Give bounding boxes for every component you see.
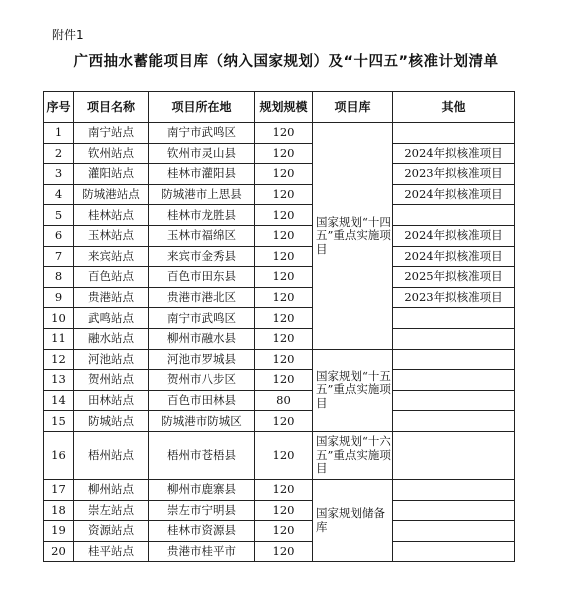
table-row: [44, 390, 515, 411]
cell-no: 19: [44, 521, 74, 542]
header-library: 项目库: [313, 92, 393, 123]
cell-no: 1: [44, 123, 74, 144]
cell-no: 17: [44, 479, 74, 500]
cell-project-name: 融水站点: [74, 328, 149, 349]
cell-other: [393, 500, 515, 521]
cell-other: [393, 370, 515, 391]
cell-no: 20: [44, 541, 74, 562]
cell-project-name: 田林站点: [74, 390, 149, 411]
table-row: [44, 370, 515, 391]
cell-scale: 120: [255, 431, 313, 479]
table-row: [44, 308, 515, 329]
cell-location: 贺州市八步区: [149, 370, 255, 391]
header-scale: 规划规模: [255, 92, 313, 123]
cell-other: 2024年拟核准项目: [393, 184, 515, 205]
header-name: 项目名称: [74, 92, 149, 123]
table-row: [44, 184, 515, 205]
cell-other: [393, 123, 515, 144]
table-row: [44, 328, 515, 349]
cell-library: 国家规划“十五五”重点实施项目: [313, 349, 393, 431]
cell-location: 南宁市武鸣区: [149, 308, 255, 329]
table-row: [44, 349, 515, 370]
table-row: [44, 521, 515, 542]
cell-no: 5: [44, 205, 74, 226]
cell-project-name: 钦州站点: [74, 143, 149, 164]
cell-library: 国家规划“十四五”重点实施项目: [313, 123, 393, 350]
cell-other: [393, 205, 515, 226]
cell-scale: 120: [255, 267, 313, 288]
cell-location: 来宾市金秀县: [149, 246, 255, 267]
cell-other: [393, 308, 515, 329]
cell-scale: 120: [255, 521, 313, 542]
cell-other: [393, 479, 515, 500]
cell-project-name: 桂林站点: [74, 205, 149, 226]
cell-other: [393, 411, 515, 432]
cell-other: [393, 431, 515, 479]
table-row: [44, 411, 515, 432]
attachment-label: 附件1: [52, 28, 84, 42]
table-row: [44, 225, 515, 246]
cell-location: 贵港市港北区: [149, 287, 255, 308]
cell-scale: 120: [255, 205, 313, 226]
cell-project-name: 资源站点: [74, 521, 149, 542]
table-row: [44, 246, 515, 267]
cell-no: 7: [44, 246, 74, 267]
cell-scale: 120: [255, 184, 313, 205]
cell-other: 2023年拟核准项目: [393, 164, 515, 185]
cell-scale: 120: [255, 123, 313, 144]
cell-other: 2025年拟核准项目: [393, 267, 515, 288]
header-no: 序号: [44, 92, 74, 123]
table-row: [44, 541, 515, 562]
cell-project-name: 百色站点: [74, 267, 149, 288]
cell-location: 防城港市上思县: [149, 184, 255, 205]
cell-scale: 120: [255, 500, 313, 521]
header-other: 其他: [393, 92, 515, 123]
cell-other: 2024年拟核准项目: [393, 246, 515, 267]
header-location: 项目所在地: [149, 92, 255, 123]
cell-scale: 120: [255, 308, 313, 329]
cell-no: 8: [44, 267, 74, 288]
cell-location: 崇左市宁明县: [149, 500, 255, 521]
table-row: [44, 267, 515, 288]
cell-project-name: 玉林站点: [74, 225, 149, 246]
table-row: [44, 287, 515, 308]
cell-no: 13: [44, 370, 74, 391]
table-header-row: [44, 92, 515, 123]
cell-location: 梧州市苍梧县: [149, 431, 255, 479]
cell-scale: 120: [255, 349, 313, 370]
cell-other: [393, 390, 515, 411]
cell-scale: 120: [255, 370, 313, 391]
cell-project-name: 梧州站点: [74, 431, 149, 479]
cell-scale: 120: [255, 479, 313, 500]
cell-location: 百色市田林县: [149, 390, 255, 411]
cell-project-name: 防城港站点: [74, 184, 149, 205]
cell-project-name: 南宁站点: [74, 123, 149, 144]
cell-scale: 120: [255, 246, 313, 267]
cell-location: 南宁市武鸣区: [149, 123, 255, 144]
cell-other: [393, 349, 515, 370]
cell-project-name: 柳州站点: [74, 479, 149, 500]
cell-project-name: 灌阳站点: [74, 164, 149, 185]
cell-project-name: 贺州站点: [74, 370, 149, 391]
cell-no: 16: [44, 431, 74, 479]
cell-no: 12: [44, 349, 74, 370]
cell-other: [393, 541, 515, 562]
cell-scale: 120: [255, 541, 313, 562]
cell-no: 10: [44, 308, 74, 329]
cell-project-name: 武鸣站点: [74, 308, 149, 329]
cell-scale: 120: [255, 164, 313, 185]
cell-location: 柳州市鹿寨县: [149, 479, 255, 500]
cell-other: 2023年拟核准项目: [393, 287, 515, 308]
cell-location: 防城港市防城区: [149, 411, 255, 432]
cell-scale: 120: [255, 328, 313, 349]
cell-no: 3: [44, 164, 74, 185]
cell-location: 百色市田东县: [149, 267, 255, 288]
cell-no: 4: [44, 184, 74, 205]
cell-scale: 120: [255, 411, 313, 432]
cell-location: 钦州市灵山县: [149, 143, 255, 164]
cell-no: 18: [44, 500, 74, 521]
cell-project-name: 河池站点: [74, 349, 149, 370]
cell-location: 河池市罗城县: [149, 349, 255, 370]
cell-location: 玉林市福绵区: [149, 225, 255, 246]
cell-no: 14: [44, 390, 74, 411]
table-row: [44, 500, 515, 521]
cell-no: 2: [44, 143, 74, 164]
table-row: [44, 479, 515, 500]
cell-library: 国家规划“十六五”重点实施项目: [313, 431, 393, 479]
cell-project-name: 来宾站点: [74, 246, 149, 267]
table-row: [44, 143, 515, 164]
cell-scale: 120: [255, 143, 313, 164]
table-row: [44, 164, 515, 185]
cell-library: 国家规划储备库: [313, 479, 393, 561]
cell-location: 桂林市龙胜县: [149, 205, 255, 226]
project-table: [43, 91, 515, 562]
cell-project-name: 贵港站点: [74, 287, 149, 308]
cell-other: 2024年拟核准项目: [393, 225, 515, 246]
cell-no: 9: [44, 287, 74, 308]
cell-other: [393, 521, 515, 542]
cell-scale: 80: [255, 390, 313, 411]
cell-project-name: 桂平站点: [74, 541, 149, 562]
table-row: [44, 123, 515, 144]
cell-no: 11: [44, 328, 74, 349]
table-row: [44, 431, 515, 479]
cell-location: 桂林市灌阳县: [149, 164, 255, 185]
cell-location: 柳州市融水县: [149, 328, 255, 349]
cell-scale: 120: [255, 287, 313, 308]
cell-location: 贵港市桂平市: [149, 541, 255, 562]
cell-location: 桂林市资源县: [149, 521, 255, 542]
table-row: [44, 205, 515, 226]
cell-other: 2024年拟核准项目: [393, 143, 515, 164]
cell-no: 15: [44, 411, 74, 432]
cell-project-name: 防城站点: [74, 411, 149, 432]
cell-scale: 120: [255, 225, 313, 246]
page-title: 广西抽水蓄能项目库（纳入国家规划）及“十四五”核准计划清单: [73, 54, 499, 70]
cell-other: [393, 328, 515, 349]
cell-project-name: 崇左站点: [74, 500, 149, 521]
cell-no: 6: [44, 225, 74, 246]
